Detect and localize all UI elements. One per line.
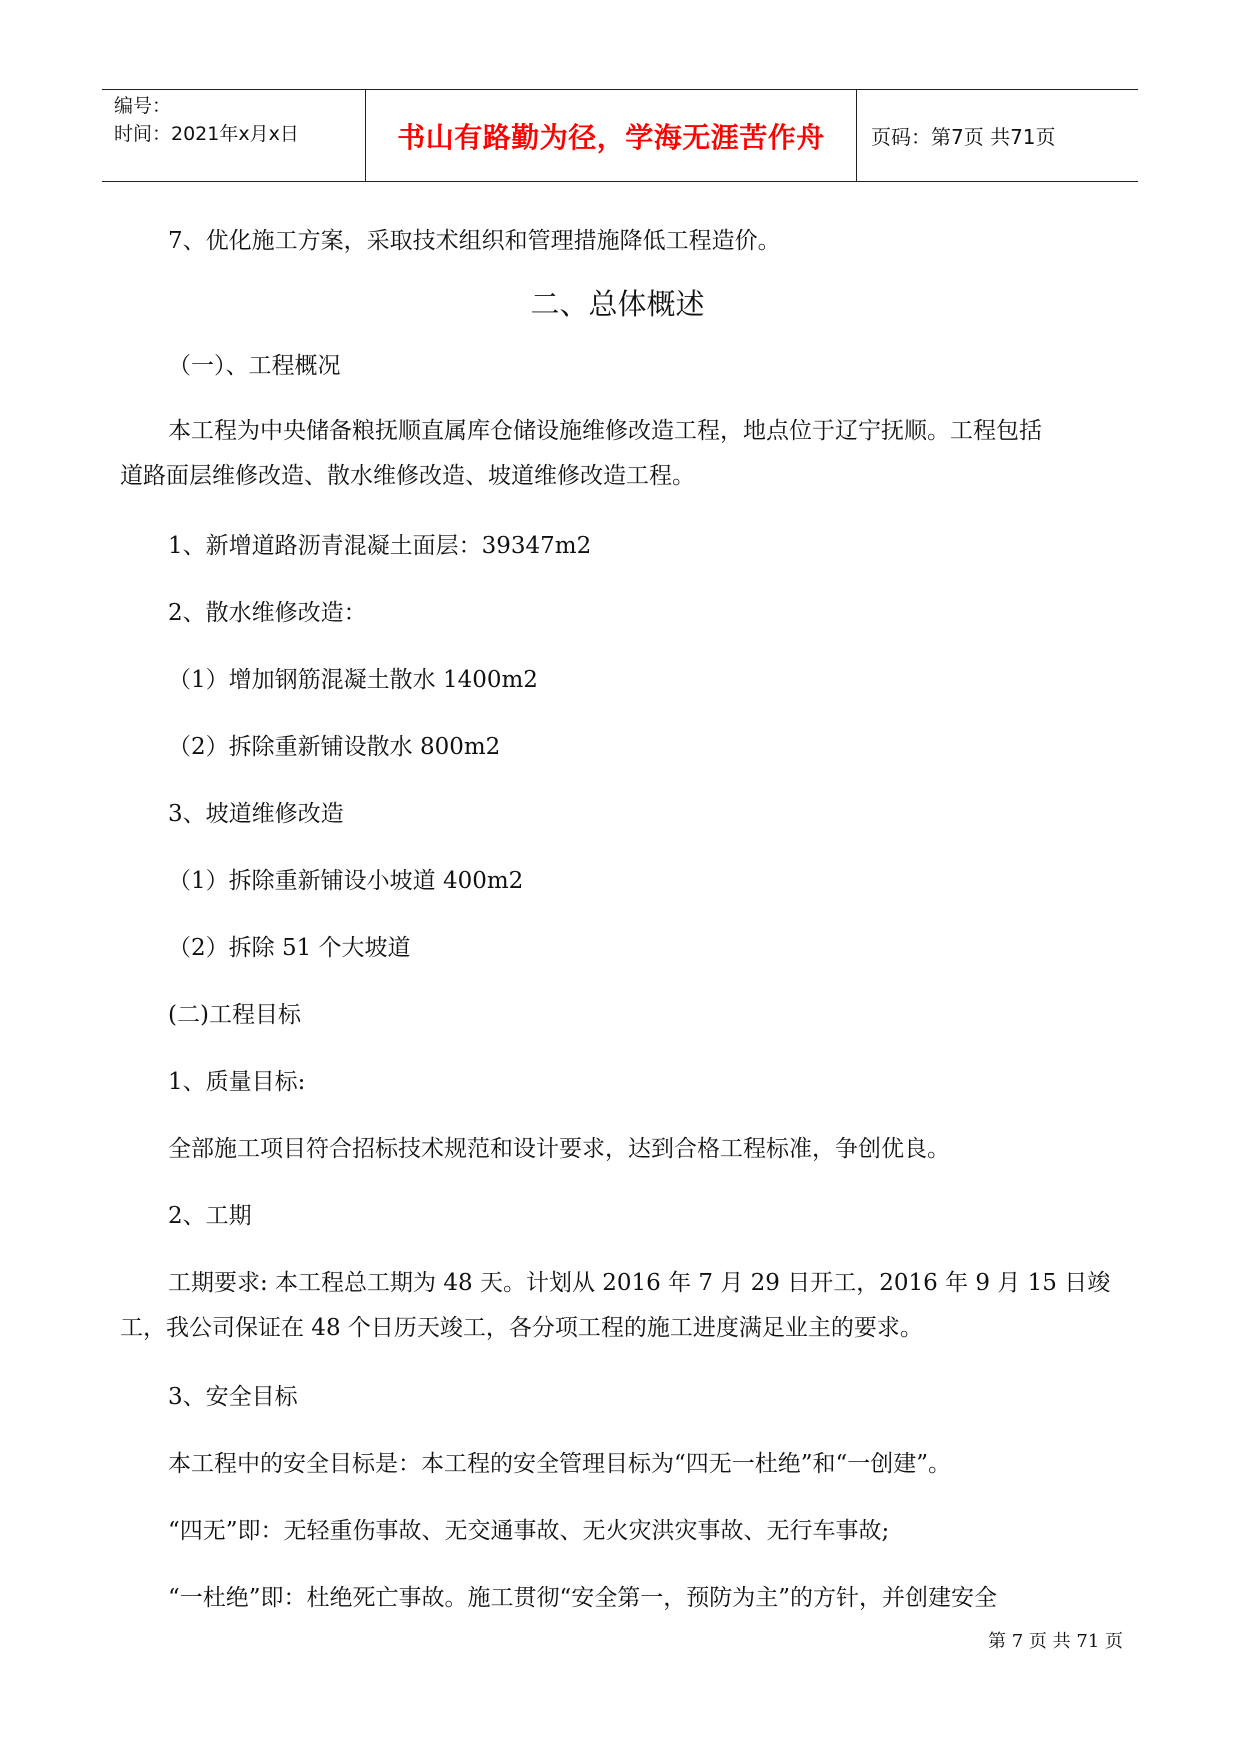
subsection-title-overview: （一）、工程概况 [168,353,341,379]
one-eliminate-text: “一杜绝”即：杜绝死亡事故。施工贯彻“安全第一，预防为主”的方针，并创建安全 [168,1585,998,1611]
goal-schedule-line-1: 工期要求: 本工程总工期为 48 天。计划从 2016 年 7 月 29 日开工，2016 年 9 月 15 日竣 [168,1270,1111,1296]
motto: 书山有路勤为径，学海无涯苦作舟 [397,120,825,154]
list-item-3-2: （2）拆除 51 个大坡道 [168,935,411,961]
header-motto-cell [366,90,857,181]
paragraph-item7: 7、优化施工方案，采取技术组织和管理措施降低工程造价。 [168,228,781,254]
four-none-text: “四无”即：无轻重伤事故、无交通事故、无火灾洪灾事故、无行车事故; [168,1518,890,1544]
footer-page-number: 第 7 页 共 71 页 [988,1631,1123,1652]
page-label: 页码：第7页 共71页 [871,125,1056,149]
time-label: 时间：2021年x月x日 [114,123,299,145]
goal-quality-text: 全部施工项目符合招标技术规范和设计要求，达到合格工程标准，争创优良。 [168,1136,950,1162]
header-page-cell [857,90,1138,181]
subsection-title-goals: (二)工程目标 [168,1002,301,1028]
list-item-1: 1、新增道路沥青混凝土面层：39347m2 [168,533,592,559]
serial-label: 编号： [114,95,172,117]
goal-safety-title: 3、安全目标 [168,1384,298,1410]
goal-schedule-title: 2、工期 [168,1203,252,1229]
goal-schedule-line-2: 工，我公司保证在 48 个日历天竣工，各分项工程的施工进度满足业主的要求。 [120,1315,923,1341]
overview-line-2: 道路面层维修改造、散水维修改造、坡道维修改造工程。 [120,463,695,489]
goal-quality-title: 1、质量目标: [168,1069,306,1095]
section-title: 二、总体概述 [530,287,705,321]
goal-safety-text: 本工程中的安全目标是：本工程的安全管理目标为“四无一杜绝”和“一创建”。 [168,1451,952,1477]
list-item-2-1: （1）增加钢筋混凝土散水 1400m2 [168,667,538,693]
list-item-2-2: （2）拆除重新铺设散水 800m2 [168,734,501,760]
header-table [102,89,1138,182]
list-item-2: 2、散水维修改造： [168,600,367,626]
list-item-3: 3、坡道维修改造 [168,801,344,827]
overview-line-1: 本工程为中央储备粮抚顺直属库仓储设施维修改造工程，地点位于辽宁抚顺。工程包括 [168,418,1042,444]
list-item-3-1: （1）拆除重新铺设小坡道 400m2 [168,868,524,894]
header-left-cell [102,90,366,181]
